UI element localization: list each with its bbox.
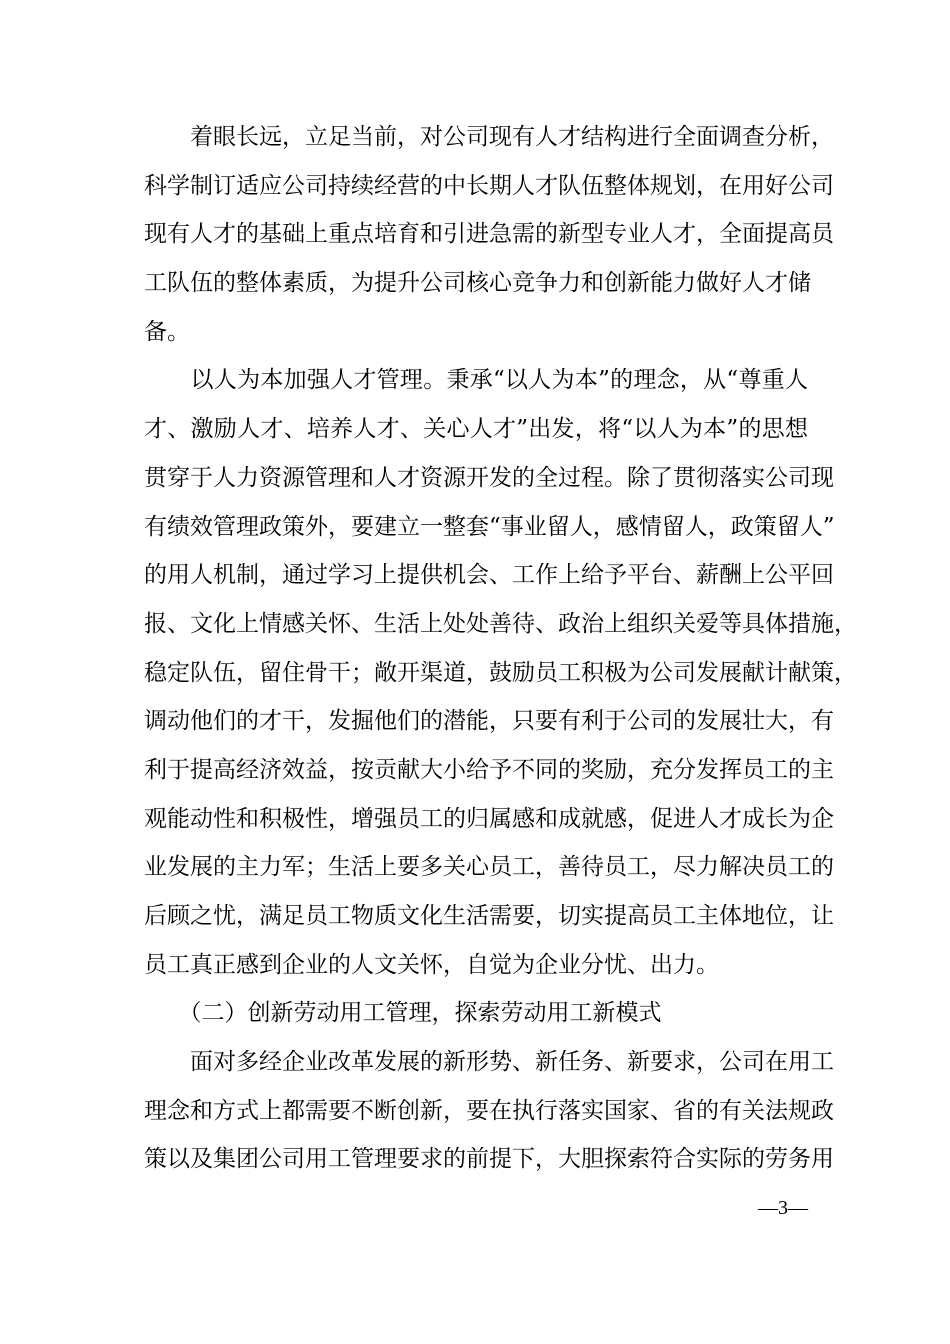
document-body [144, 113, 857, 1184]
text-line: 着眼长远，立足当前，对公司现有人才结构进行全面调查分析， [144, 124, 834, 150]
text-line: 面对多经企业改革发展的新形势、新任务、新要求，公司在用工 [144, 1049, 834, 1076]
text-line: 科学制订适应公司持续经营的中长期人才队伍整体规划，在用好公司 [144, 172, 834, 199]
text-line: 才、激励人才、培养人才、关心人才”出发，将“以人为本”的思想 [144, 416, 808, 443]
text-line: 以人为本加强人才管理。秉承“以人为本”的理念，从“尊重人 [144, 367, 808, 394]
section-heading: （二）创新劳动用工管理，探索劳动用工新模式 [144, 1000, 662, 1027]
page-number: —3— [758, 1197, 808, 1219]
text-line: 备。 [144, 318, 190, 345]
text-line: 理念和方式上都需要不断创新，要在执行落实国家、省的有关法规政 [144, 1097, 834, 1124]
text-line: 工队伍的整体素质，为提升公司核心竞争力和创新能力做好人才储 [144, 270, 811, 297]
text-line: 现有人才的基础上重点培育和引进急需的新型专业人才，全面提高员 [144, 221, 834, 248]
text-line: 观能动性和积极性，增强员工的归属感和成就感，促进人才成长为企 [144, 805, 834, 832]
text-line: 稳定队伍，留住骨干；敞开渠道，鼓励员工积极为公司发展献计献策， [144, 659, 857, 686]
text-line: 调动他们的才干，发掘他们的潜能，只要有利于公司的发展壮大，有 [144, 708, 834, 735]
text-line: 利于提高经济效益，按贡献大小给予不同的奖励，充分发挥员工的主 [144, 756, 834, 783]
text-line: 业发展的主力军；生活上要多关心员工，善待员工，尽力解决员工的 [144, 854, 834, 881]
text-line: 策以及集团公司用工管理要求的前提下，大胆探索符合实际的劳务用 [144, 1146, 834, 1173]
text-line: 后顾之忧，满足员工物质文化生活需要，切实提高员工主体地位，让 [144, 903, 834, 929]
text-line: 员工真正感到企业的人文关怀，自觉为企业分忧、出力。 [144, 951, 719, 978]
text-line: 有绩效管理政策外，要建立一整套“事业留人，感情留人，政策留人” [144, 513, 835, 540]
text-line: 贯穿于人力资源管理和人才资源开发的全过程。除了贯彻落实公司现 [144, 464, 834, 491]
text-line: 的用人机制，通过学习上提供机会、工作上给予平台、薪酬上公平回 [144, 562, 834, 589]
text-line: 报、文化上情感关怀、生活上处处善待、政治上组织关爱等具体措施， [144, 610, 857, 637]
